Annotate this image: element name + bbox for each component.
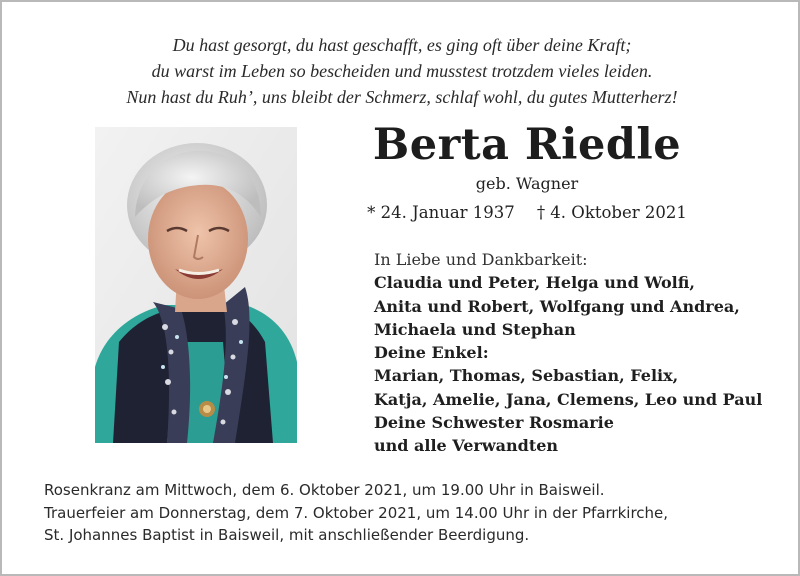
service-details bbox=[44, 479, 774, 547]
portrait-photo bbox=[95, 127, 297, 443]
poem-line: du warst im Leben so bescheiden und musstest trotzdem vieles leiden. bbox=[151, 61, 653, 81]
mourner-line: Katja, Amelie, Jana, Clemens, Leo und Paul bbox=[374, 389, 763, 409]
mourner-line: Claudia und Peter, Helga und Wolfi, bbox=[374, 273, 695, 293]
mourner-line: Deine Enkel: bbox=[374, 343, 489, 363]
mourners-intro: In Liebe und Dankbarkeit: bbox=[374, 250, 588, 269]
poem bbox=[32, 32, 772, 110]
mourner-line: Michaela und Stephan bbox=[374, 319, 576, 339]
mourner-line: Deine Schwester Rosmarie bbox=[374, 413, 614, 433]
mourner-line: Anita und Robert, Wolfgang und Andrea, bbox=[374, 296, 740, 316]
maiden-name: geb. Wagner bbox=[475, 174, 579, 193]
mourner-line: und alle Verwandten bbox=[374, 436, 559, 456]
deceased-name: Berta Riedle bbox=[372, 120, 682, 170]
poem-line: Du hast gesorgt, du hast geschafft, es ging oft über deine Kraft; bbox=[172, 35, 632, 55]
service-line: St. Johannes Baptist in Baisweil, mit anschließender Beerdigung. bbox=[44, 526, 530, 544]
poem-line: Nun hast du Ruh’, uns bleibt der Schmerz, schlaf wohl, du gutes Mutterherz! bbox=[126, 87, 678, 107]
birth-date: * 24. Januar 1937 bbox=[367, 203, 515, 222]
service-line: Trauerfeier am Donnerstag, dem 7. Oktober 2021, um 14.00 Uhr in der Pfarrkirche, bbox=[44, 503, 669, 522]
service-line: Rosenkranz am Mittwoch, dem 6. Oktober 2021, um 19.00 Uhr in Baisweil. bbox=[44, 481, 605, 499]
mourner-line: Marian, Thomas, Sebastian, Felix, bbox=[374, 366, 679, 386]
life-dates bbox=[347, 203, 707, 222]
mourners-list bbox=[374, 248, 794, 458]
death-date: † 4. Oktober 2021 bbox=[536, 203, 687, 222]
